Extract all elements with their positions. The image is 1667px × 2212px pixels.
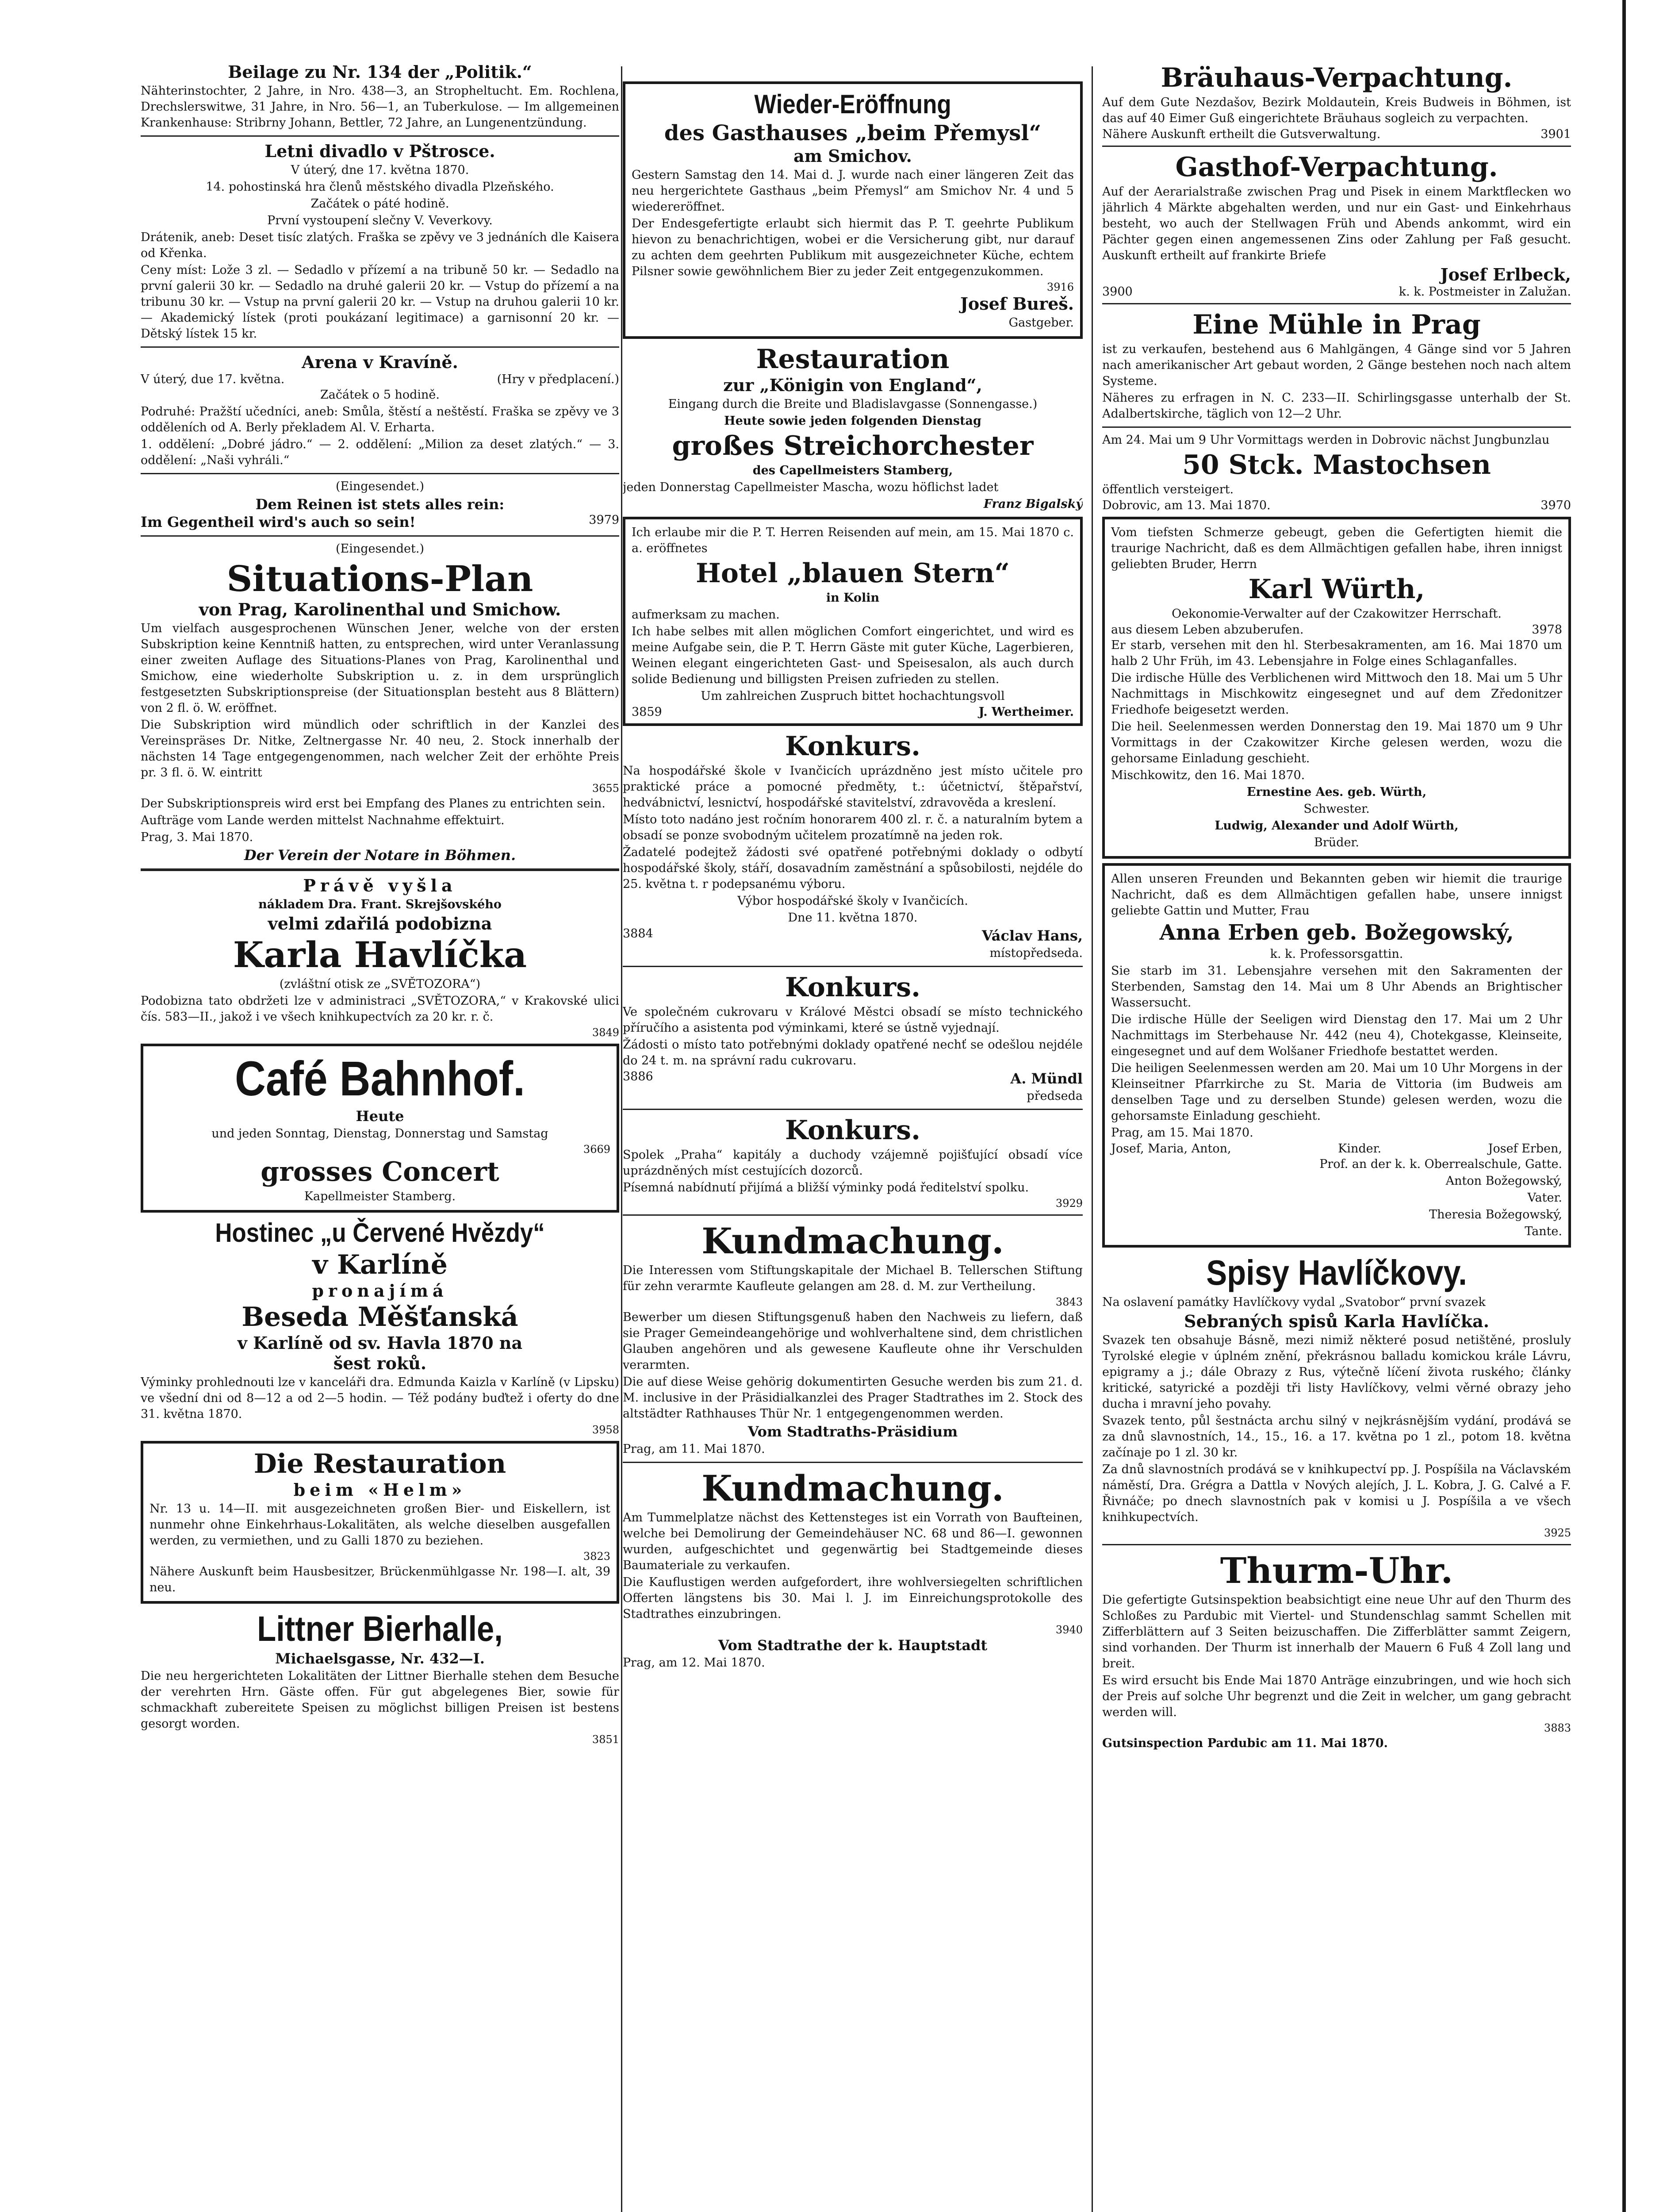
- dateline: Prag, am 11. Mai 1870.: [623, 1442, 765, 1456]
- ad-number: 3884: [623, 927, 653, 941]
- separator: [1102, 426, 1571, 428]
- page-edge: [1622, 0, 1626, 2212]
- dateline: Prag, am 12. Mai 1870.: [623, 1656, 765, 1670]
- signature: Ernestine Aes. geb. Würth,: [1246, 785, 1427, 799]
- cafe-bahnhof-box: [141, 1044, 619, 1213]
- role: k. k. Professorsgattin.: [1270, 947, 1403, 961]
- arena-start: Začátek o 5 hodině.: [320, 388, 440, 402]
- hostinec-title: Hostinec „u Červené Hvězdy“: [215, 1218, 545, 1248]
- body-text: jeden Donnerstag Capellmeister Mascha, wozu höflichst ladet: [623, 480, 999, 494]
- ad-number: 3849: [592, 1026, 619, 1039]
- konkurs-title: Konkurs.: [785, 731, 920, 762]
- separator: [1102, 146, 1571, 147]
- body-text: Die heil. Seelenmessen werden Donnerstag den 19. Mai 1870 um 9 Uhr Vormittags in der Czakowitzer Kirche gelesen werden, wozu die gehorsame Einladung geschieht.: [1111, 720, 1562, 765]
- svetozor-note: (zvláštní otisk ze „SVĚTOZORA“): [279, 977, 481, 991]
- konkurs-title: Konkurs.: [785, 1115, 920, 1146]
- mastochsen-title: 50 Stck. Mastochsen: [1182, 449, 1491, 480]
- role: Prof. an der k. k. Oberrealschule, Gatte.: [1319, 1157, 1562, 1171]
- helm-restaurant-box: [141, 1441, 619, 1604]
- role: Oekonomie-Verwalter auf der Czakowitzer Herrschaft.: [1172, 607, 1502, 621]
- ad-number: 3925: [1544, 1527, 1571, 1539]
- ad-number: 3655: [592, 782, 619, 795]
- kapellmeister: des Capellmeisters Stamberg,: [752, 464, 953, 477]
- eingesendet-label: (Eingesendet.): [336, 542, 424, 556]
- signature: Josef Erlbeck,: [1440, 265, 1571, 284]
- body-text: Es wird ersucht bis Ende Mai 1870 Anträge einzubringen, und wie hoch sich der Preis auf solche Uhr begrenzt und die Zeit in welcher, um gang gebracht werden will.: [1102, 1674, 1571, 1719]
- eingesendet-label: (Eingesendet.): [336, 480, 424, 493]
- separator: [623, 1462, 1083, 1463]
- body-text: Aufträge vom Lande werden mittelst Nachnahme effektuirt.: [141, 814, 505, 827]
- body-text: Bewerber um diesen Stiftungsgenuß haben den Nachweis zu liefern, daß sie Prager Gemeindeangehörige und wohlverhaltene sind, dem christlichen Glauben angehören und als gewesene Kaufleute ohne ihr Verschulden verarmten.: [623, 1310, 1083, 1372]
- erben-obituary-box: [1102, 863, 1571, 1248]
- helm-title: Die Restauration: [253, 1448, 506, 1479]
- ad-number: 3859: [632, 705, 662, 719]
- concert-title: grosses Concert: [261, 1156, 499, 1187]
- separator: [1102, 1544, 1571, 1545]
- signature: Josef Erben,: [1488, 1142, 1562, 1156]
- body-text: Na oslavení památky Havlíčkovy vydal „Svatobor“ první svazek: [1102, 1295, 1486, 1309]
- entrance: Eingang durch die Breite und Bladislavgasse (Sonnengasse.): [668, 397, 1038, 411]
- arena-play: Podruhé: Pražští učedníci, aneb: Smůla, štěstí a neštěstí. Fraška se zpěvy ve 3 odděleních od A. Berly překladem Al. V. Erharta.: [141, 405, 619, 434]
- role: předseda: [1027, 1089, 1083, 1103]
- arena-title: Arena v Kravíně.: [302, 352, 458, 372]
- body-text: Žádosti o místo tato potřebnými doklady opatřené nechť se odešlou nejdéle do 24 t. m. na správní radu cukrovaru.: [623, 1038, 1083, 1068]
- beseda-title: Beseda Měšťanská: [241, 1302, 518, 1333]
- publisher: nákladem Dra. Frant. Skrejšovského: [258, 898, 502, 911]
- ticket-prices: Ceny míst: Lože 3 zl. — Sedadlo v přízemí a na tribuně 50 kr. — Sedadlo na první galerii 30 kr. — Sedadlo na druhé galerii 20 kr. — Vstup do přízemí a na tribunu 30 kr. — Vstup na první galerii 20 kr. — Vstup na druhou galerii 10 kr. — Akademický lístek (proti poukázaní legitimace) a garnisonní 20 kr. — Dětský lístek 15 kr.: [141, 263, 619, 341]
- situations-plan-subtitle: von Prag, Karolinenthal und Smichow.: [199, 599, 561, 619]
- body-text: Am Tummelplatze nächst des Kettensteges ist ein Vorrath von Baufteinen, welche bei Demolirung der Gemeindehäuser NC. 68 und 86—I. gewonnen wurden, aufgeschichtet und gegenwärtig bei Stadtgemeinde dieses Baumateriale zu verkaufen.: [623, 1511, 1083, 1572]
- wurth-obituary-box: [1102, 517, 1571, 859]
- reinen-line-2: Im Gegentheil wird's auch so sein!: [141, 514, 416, 530]
- text-line: 14. pohostinská hra členů městského divadla Plzeňského.: [206, 180, 554, 194]
- separator: [141, 868, 619, 871]
- role: Brüder.: [1314, 836, 1359, 849]
- ad-number: 3929: [1055, 1197, 1083, 1210]
- body-text: Die Interessen vom Stiftungskapitale der Michael B. Tellerschen Stiftung für zehn verarmte Kaufleute gelangen am 28. d. M. zur Vertheilung.: [623, 1263, 1083, 1293]
- signature: A. Mündl: [1010, 1070, 1083, 1087]
- body-text: Die auf diese Weise gehörig dokumentirten Gesuche werden bis zum 21. d. M. inclusive in der Präsidialkanzlei des Prager Stadtrathes im 2. Stock des altstädter Rathhauses Thür Nr. 1 entgegengenommen werden.: [623, 1375, 1083, 1421]
- thurm-uhr-title: Thurm-Uhr.: [1220, 1550, 1453, 1591]
- body-text: Nähere Auskunft beim Hausbesitzer, Brückenmühlgasse Nr. 198—I. alt, 39 neu.: [149, 1565, 610, 1594]
- role: Tante.: [1525, 1225, 1562, 1238]
- restaurant-name: zur „Königin von England“,: [723, 375, 982, 395]
- separator: [141, 135, 619, 137]
- separator: [623, 1109, 1083, 1110]
- ad-number: 3823: [583, 1550, 610, 1563]
- wieder-title: Wieder-Eröffnung: [754, 89, 951, 119]
- text-line: První vystoupení slečny V. Veverkovy.: [267, 214, 493, 227]
- kundmachung-title: Kundmachung.: [701, 1220, 1004, 1262]
- karline-title: v Karlíně: [312, 1249, 448, 1280]
- ad-number: 3669: [583, 1143, 610, 1156]
- signature: Gutsinspection Pardubic am 11. Mai 1870.: [1102, 1736, 1388, 1750]
- signature: Theresia Božegowský,: [1429, 1208, 1562, 1221]
- body-text: Vom tiefsten Schmerze gebeugt, geben die Gefertigten hiemit die traurige Nachricht, daß es dem Allmächtigen gefallen habe, ihren innigst geliebten Bruder, Herrn: [1111, 526, 1562, 571]
- text-line: V úterý, dne 17. května 1870.: [291, 163, 469, 177]
- body-text: Nähere Auskunft ertheilt die Gutsverwaltung.: [1102, 127, 1381, 141]
- body-text: Podobizna tato obdržeti lze v administraci „SVĚTOZORA,“ v Krakovské ulici čís. 583—II., jakož i ve všech knihkupectvích za 20 kr. r. č.: [141, 994, 619, 1024]
- body-text: Ich habe selbes mit allen möglichen Comfort eingerichtet, und wird es meine Aufgabe sein, die P. T. Herrn Gäste mit guter Küche, Lagerbieren, Weinen elegant eingerichteten Gast- und Speisesalon, als auch durch solide Bedienung und billigsten Preisen zufrieden zu stellen.: [632, 625, 1074, 686]
- role: Kinder.: [1338, 1142, 1382, 1156]
- body-text: Der Subskriptionspreis wird erst bei Empfang des Planes zu entrichten sein.: [141, 797, 605, 810]
- body-text: Ve společném cukrovaru v Králové Městci obsadí se místo technického příručího a asistenta pod výminkami, které se ústně vyjednají.: [623, 1005, 1083, 1035]
- text-line: Začátek o páté hodině.: [310, 197, 449, 211]
- signature: Franz Bigalský: [983, 497, 1083, 511]
- column-3: [1102, 62, 1571, 2212]
- situations-plan-title: Situations-Plan: [226, 558, 533, 599]
- dateline: Dne 11. května 1870.: [788, 911, 918, 925]
- committee: Výbor hospodářské školy v Ivančicích.: [737, 894, 968, 908]
- body-text: Místo toto nadáno jest ročním honorarem 400 zl. r. č. a naturalním bytem a obsadí se ponze svobodným učitelem prozatímně na jeden rok.: [623, 813, 1083, 842]
- kundmachung-title: Kundmachung.: [701, 1467, 1004, 1509]
- ad-number: 3978: [1532, 623, 1562, 637]
- separator: [623, 966, 1083, 967]
- separator: [623, 1214, 1083, 1216]
- pronajima: pronajímá: [312, 1281, 448, 1301]
- signature: Vom Stadtrathe der k. Hauptstadt: [718, 1637, 988, 1654]
- separator: [1102, 303, 1571, 304]
- body-text: Auf der Aerarialstraße zwischen Prag und Pisek in einem Marktflecken wo jährlich 4 Märkte abgehalten werden, und nur ein Gast- und Einkehrhaus besteht, wo auch der Stellwagen Früh und Abends ankommt, wird ein Pächter gegen einen angemessenen Zins oder Zahlung per Faß gesucht. Auskunft ertheilt auf frankirte Briefe: [1102, 185, 1571, 262]
- ad-number: 3900: [1102, 285, 1133, 299]
- body-text: Allen unseren Freunden und Bekannten geben wir hiemit die traurige Nachricht, daß es dem Allmächtigen gefallen habe, unsere innigst geliebte Gattin und Mutter, Frau: [1111, 872, 1562, 918]
- spisy-subtitle: Sebraných spisů Karla Havlíčka.: [1184, 1311, 1489, 1331]
- children-names: Josef, Maria, Anton,: [1111, 1142, 1231, 1156]
- body-text: Um vielfach ausgesprochenen Wünschen Jener, welche von der ersten Subskription keine Kenntniß hatten, zu entsprechen, wird unter Veranlassung einer zweiten Auflage des Situations-Planes von Prag, Karolinenthal und Smichow, eine wiederholte Subskription u. z. in dem ursprünglich festgesetzten Subskriptionspreise (der Situationsplan besteht aus 8 Blättern) von 2 fl. ö. W. eröffnet.: [141, 622, 619, 715]
- separator: [141, 473, 619, 474]
- body-text: öffentlich versteigert.: [1102, 483, 1234, 496]
- signature: Anton Božegowský,: [1445, 1174, 1562, 1188]
- body-text: Nr. 13 u. 14—II. mit ausgezeichneten großen Bier- und Eiskellern, ist nunmehr ohne Einkehrhaus-Lokalitäten, als welche dieselben ausgefallen werden, zu vermiethen, und zu Galli 1870 zu beziehen.: [149, 1502, 610, 1548]
- signature: J. Wertheimer.: [978, 705, 1074, 719]
- deceased-name: Karl Würth,: [1248, 574, 1425, 605]
- body-text: Svazek tento, půl šestnácta archu silný v nejkrásnějším vydání, prodává se za dnů slavnostních, 14., 15., 16. a 17. května po 1 zl., potom 18. května začínaje po 1 zl. 30 kr.: [1102, 1414, 1571, 1459]
- role: Vater.: [1527, 1191, 1562, 1205]
- role: místopředseda.: [989, 946, 1083, 960]
- ad-number: 3843: [1055, 1296, 1083, 1308]
- dateline: Prag, am 15. Mai 1870.: [1111, 1126, 1253, 1140]
- helm-subtitle: beim «Helm»: [293, 1480, 467, 1500]
- body-text: Die Kauflustigen werden aufgefordert, ihre wohlversiegelten schriftlichen Offerten längstens bis 30. Mai l. J. im Einreichungsprotokolle des Stadtrathes einzubringen.: [623, 1575, 1083, 1621]
- body-text: aufmerksam zu machen.: [632, 608, 780, 622]
- body-text: ist zu verkaufen, bestehend aus 6 Mahlgängen, 4 Gänge sind vor 5 Jahren nach amerikanischer Art gebaut worden, 2 Gänge bestehen noch nach altem Systeme.: [1102, 342, 1571, 388]
- muhle-title: Eine Mühle in Prag: [1192, 309, 1481, 340]
- body-text: Die irdische Hülle der Seeligen wird Dienstag den 17. Mai um 2 Uhr Nachmittags im Sterbehause Nr. 442 (neu 4), Chotekgasse, Kleinseite, eingesegnet und auf dem Wolšaner Friedhofe bestattet werden.: [1111, 1013, 1562, 1058]
- body-text: Žadatelé podejtež žádosti své opatřené potřebnými doklady o odbytí hospodářské školy, stáří, dosavadním zaměstnání a spůsobilosti, nejdéle do 25. května t. r podepsanému výboru.: [623, 845, 1083, 891]
- arena-note: (Hry v předplacení.): [497, 373, 619, 386]
- prave-vysla: Právě vyšla: [303, 876, 457, 895]
- signature: Josef Bureš.: [960, 294, 1074, 314]
- ad-number: 3883: [1544, 1722, 1571, 1734]
- body-text: Die irdische Hülle des Verblichenen wird Mittwoch den 18. Mai um 5 Uhr Nachmittags in Mischkowitz eingesegnet und auf dem Zředonitzer Friedhofe beigesetzt werden.: [1111, 671, 1562, 717]
- death-notices: Nähterinstochter, 2 Jahre, in Nro. 438—3, an Stropheltucht. Em. Rochlena, Drechslerswitwe, 31 Jahre, in Nro. 56—1, an Tuberkulose. — Im allgemeinen Krankenhause: Stribrny Johann, Bettler, 72 Jahre, an Lungenentzündung.: [141, 84, 619, 130]
- dateline: Prag, 3. Mai 1870.: [141, 830, 253, 844]
- body-text: Sie starb im 31. Lebensjahre versehen mit den Sakramenten der Sterbenden, Samstag den 14. Mai um 8 Uhr Abends an Brightischer Wassersucht.: [1111, 964, 1562, 1010]
- brauhaus-title: Bräuhaus-Verpachtung.: [1161, 62, 1513, 93]
- signature: Vom Stadtraths-Präsidium: [747, 1423, 958, 1440]
- column-rule: [621, 66, 622, 2212]
- role: Gastgeber.: [1008, 316, 1074, 330]
- beseda-subtitle: v Karlíně od sv. Havla 1870 na: [237, 1333, 523, 1353]
- littner-title: Littner Bierhalle,: [257, 1609, 503, 1648]
- ad-number: 3979: [589, 513, 619, 527]
- havlicek-title: Karla Havlíčka: [233, 934, 527, 975]
- spisy-title: Spisy Havlíčkovy.: [1206, 1253, 1467, 1292]
- arena-parts: 1. oddělení: „Dobré jádro.“ — 2. oddělení: „Milion za deset zlatých.“ — 3. oddělení: „Naši vyhráli.“: [141, 438, 619, 467]
- ad-number: 3886: [623, 1070, 653, 1083]
- body-text: Am 24. Mai um 9 Uhr Vormittags werden in Dobrovic nächst Jungbunzlau: [1102, 433, 1550, 447]
- body-text: Za dnů slavnostních prodává se v knihkupectví pp. J. Pospíšila na Václavském náměstí, Dra. Grégra a Dattla v Nových alejích, J. L. Kobra, J. G. Calvé a F. Řivnáče; po dnech slavnostních pak v komisi u J. Pospíšila a ve všech knihkupectvích.: [1102, 1463, 1571, 1524]
- portrait-desc: velmi zdařilá podobizna: [268, 914, 492, 933]
- gasthof-title: Gasthof-Verpachtung.: [1175, 152, 1498, 183]
- gasthaus-name: des Gasthauses „beim Přemysl“: [664, 121, 1042, 146]
- arena-date: V úterý, due 17. května.: [141, 373, 285, 386]
- dateline: Dobrovic, am 13. Mai 1870.: [1102, 499, 1271, 512]
- ad-number: 3916: [1046, 281, 1074, 293]
- role: Schwester.: [1303, 802, 1370, 816]
- body-text: Die neu hergerichteten Lokalitäten der Littner Bierhalle stehen dem Besuche der verehrten Hrn. Gäste offen. Für gut abgelegenes Bier, sowie für schmackhaft zubereitete Speisen zu möglichst billigen Preisen ist bestens gesorgt worden.: [141, 1669, 619, 1731]
- cafe-days: und jeden Sonntag, Dienstag, Donnerstag und Samstag: [211, 1127, 548, 1141]
- kolin-label: in Kolin: [826, 591, 880, 605]
- ad-number: 3970: [1541, 499, 1571, 512]
- premysl-box: [623, 81, 1083, 339]
- signature: Ludwig, Alexander und Adolf Würth,: [1215, 819, 1459, 833]
- body-text: Auf dem Gute Nezdašov, Bezirk Moldautein, Kreis Budweis in Böhmen, ist das auf 40 Eimer Guß eingerichtete Bräuhaus sogleich zu verpachten.: [1102, 96, 1571, 125]
- body-text: Gestern Samstag den 14. Mai d. J. wurde nach einer längeren Zeit das neu hergerichtete Gasthaus „beim Přemysl“ am Smichov Nr. 4 und 5 wiedereröffnet.: [632, 168, 1074, 214]
- body-text: Na hospodářské škole v Ivančicích uprázdněno jest místo učitele pro praktické práce a pomocné předměty, t.: účetnictví, štěpařství, hedvábnictví, lesnictví, hospodářské stavitelství, zdravověda a kreslení.: [623, 764, 1083, 810]
- cafe-title: Café Bahnhof.: [234, 1052, 525, 1106]
- body-text: aus diesem Leben abzuberufen.: [1111, 623, 1304, 637]
- body-text: Um zahlreichen Zuspruch bittet hochachtungsvoll: [701, 689, 1005, 703]
- body-text: Die heiligen Seelenmessen werden am 20. Mai um 10 Uhr Morgens in der Kleinseitner Pfarrkirche zu St. Maria de Vittoria (im Budweis am denselben Tage und zu derselben Stunde) gelesen werden, wozu die gehorsamste Einladung geschieht.: [1111, 1061, 1562, 1123]
- signature: Der Verein der Notare in Böhmen.: [244, 847, 516, 864]
- reinen-line-1: Dem Reinen ist stets alles rein:: [255, 496, 505, 513]
- konkurs-title: Konkurs.: [785, 972, 920, 1003]
- letni-divadlo-title: Letni divadlo v Pštrosce.: [264, 141, 495, 161]
- role: k. k. Postmeister in Zalužan.: [1399, 285, 1571, 299]
- body-text: Der Endesgefertigte erlaubt sich hiermit das P. T. geehrte Publikum hievon zu benachrichtigen, wobei er die Versicherung gibt, nur darauf zu achten dem geehrten Publikum mit ausgezeichneter Küche, echtem Pilsner sowie gewöhnlichem Bier zu jeder Zeit entgegenzukommen.: [632, 217, 1074, 278]
- separator: [141, 535, 619, 537]
- column-1: [141, 62, 619, 2212]
- body-text: Písemná nabídnutí přijímá a bližší výminky podá ředitelství spolku.: [623, 1181, 1029, 1194]
- supplement-heading: Beilage zu Nr. 134 der „Politik.“: [228, 62, 532, 82]
- signature: Václav Hans,: [981, 927, 1083, 944]
- column-rule: [1092, 66, 1093, 2212]
- body-text: Výminky prohlednouti lze v kanceláři dra. Edmunda Kaizla v Karlíně (v Lipsku) ve všední dni od 8—12 a od 2—5 hodin. — Též podány buďtež i oferty do dne 31. května 1870.: [141, 1375, 619, 1421]
- hotel-title: Hotel „blauen Stern“: [696, 558, 1010, 589]
- kapellmeister: Kapellmeister Stamberg.: [304, 1190, 456, 1203]
- ad-number: 3940: [1055, 1624, 1083, 1636]
- littner-address: Michaelsgasse, Nr. 432—I.: [275, 1650, 485, 1667]
- blauer-stern-box: [623, 517, 1083, 726]
- heute-line: Heute sowie jeden folgenden Dienstag: [724, 414, 981, 428]
- body-text: Spolek „Praha“ kapitály a duchody vzájemně pojišťující obsadí více uprázdněných míst cestujících dozorců.: [623, 1148, 1083, 1178]
- orchestra-title: großes Streichorchester: [672, 430, 1034, 461]
- ad-number: 3958: [592, 1424, 619, 1436]
- separator: [141, 346, 619, 348]
- play-description: Drátenik, aneb: Deset tisíc zlatých. Fraška se zpěvy ve 3 jednáních dle Kaisera od Křenka.: [141, 230, 619, 260]
- beseda-years: šest roků.: [333, 1353, 427, 1373]
- body-text: Ich erlaube mir die P. T. Herren Reisenden auf mein, am 15. Mai 1870 c. a. eröffnetes: [632, 526, 1074, 555]
- body-text: Die gefertigte Gutsinspektion beabsichtigt eine neue Uhr auf den Thurm des Schloßes zu Pardubic mit Viertel- und Stundenschlag sammt Schellen mit Zifferblättern auf 3 Seiten beizuschaffen. Die Zifferblätter sammt Zeigern, sind vorhanden. Der Thurm ist innerhalb der Mauern 6 Fuß 4 Zoll lang und breit.: [1102, 1593, 1571, 1671]
- dateline: Mischkowitz, den 16. Mai 1870.: [1111, 768, 1305, 782]
- heute-label: Heute: [356, 1108, 404, 1125]
- restauration-title: Restauration: [756, 344, 950, 375]
- body-text: Die Subskription wird mündlich oder schriftlich in der Kanzlei des Vereinspräses Dr. Nitke, Zeltnergasse Nr. 40 neu, 2. Stock innerhalb der nächsten 14 Tage entgegengenommen, nach welcher Zeit der erhöhte Preis pr. 3 fl. ö. W. eintritt: [141, 718, 619, 780]
- body-text: Svazek ten obsahuje Básně, mezi nimiž některé posud netištěné, prosluly Tyrolské elegie v úplném znění, překrásnou balladu komickou krále Lávru, epigramy a j.; dále Obrazy z Rus, výtečně líčení života ruského; články kritické, satyrické a později tři listy Havlíčkovy, velmi věrné obrazy jeho ducha i mravní jeho povahy.: [1102, 1333, 1571, 1411]
- ad-number: 3901: [1541, 127, 1571, 141]
- deceased-name: Anna Erben geb. Božegowský,: [1159, 920, 1514, 945]
- smichov-label: am Smichov.: [793, 146, 912, 166]
- body-text: Näheres zu erfragen in N. C. 233—II. Schirlingsgasse unterhalb der St. Adalbertskirche, täglich von 12—2 Uhr.: [1102, 391, 1571, 421]
- column-2: [623, 62, 1083, 2212]
- body-text: Er starb, versehen mit den hl. Sterbesakramenten, am 16. Mai 1870 um halb 2 Uhr Früh, im 43. Lebensjahre in Folge eines Schlaganfalles.: [1111, 638, 1562, 668]
- ad-number: 3851: [592, 1733, 619, 1746]
